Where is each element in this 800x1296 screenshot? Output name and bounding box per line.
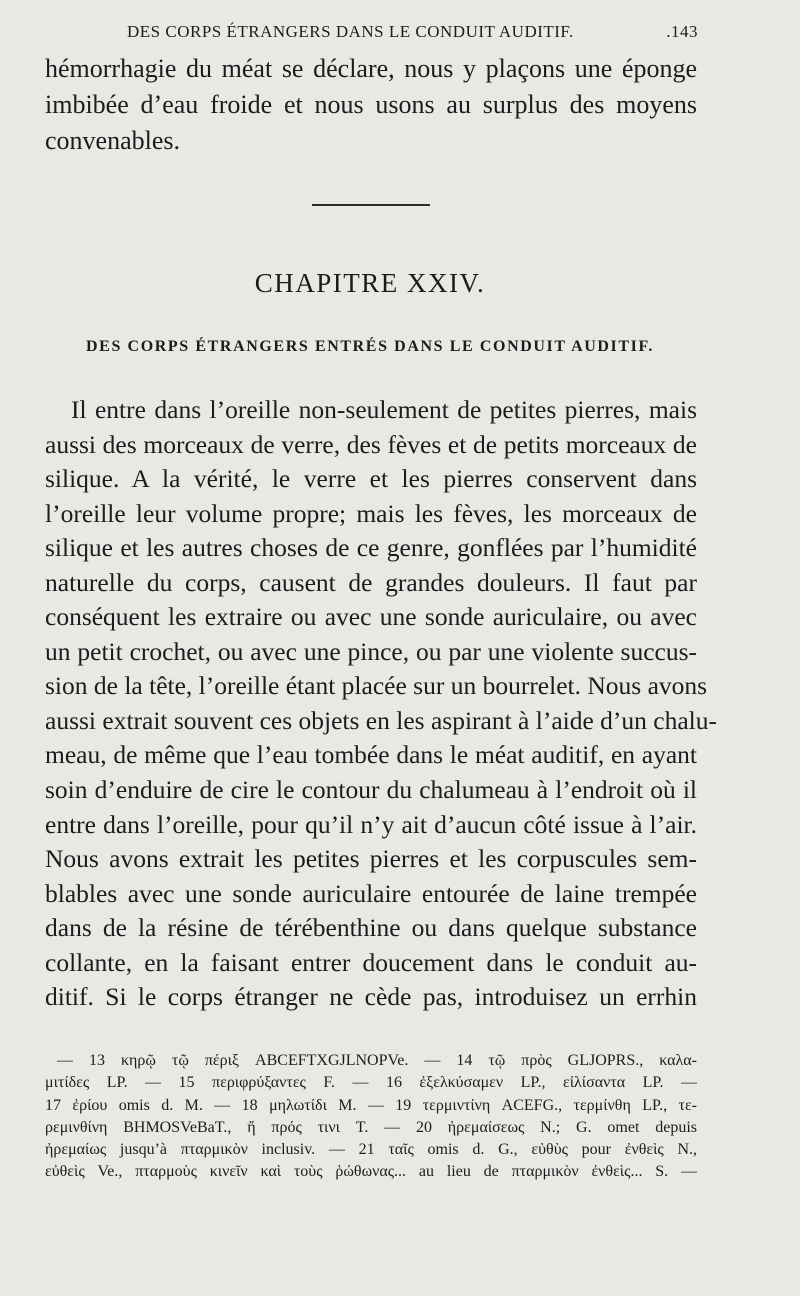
continued-paragraph: hémorrhagie du méat se déclare, nous y plaçons une éponge imbibée d’eau froide et nous usons au surplus des moyens convenables. xyxy=(45,54,697,155)
footnote-line: μιτίδες LP. — 15 περιφρύξαντες F. — 16 ἐξελκύσαμεν LP., εἰλίσαντα LP. — xyxy=(45,1074,697,1092)
body-line: collante, en la faisant entrer doucement dans le conduit au- xyxy=(45,947,697,977)
page-number: .143 xyxy=(666,22,698,41)
body-line: soin d’enduire de cire le contour du chalumeau à l’endroit où il xyxy=(45,775,697,805)
body-line: ditif. Si le corps étranger ne cède pas, introduisez un errhin xyxy=(45,982,697,1012)
body-line: blables avec une sonde auriculaire entourée de laine trempée xyxy=(45,878,697,908)
body-line: aussi extrait souvent ces objets en les aspirant à l’aide d’un chalu- xyxy=(45,705,717,735)
body-line: silique. A la vérité, le verre et les pierres conservent dans xyxy=(45,464,697,494)
body-line: un petit crochet, ou avec une pince, ou par une violente succus- xyxy=(45,636,697,666)
body-line: Nous avons extrait les petites pierres et les corpuscules sem- xyxy=(45,844,697,874)
body-line: l’oreille leur volume propre; mais les fèves, les morceaux de xyxy=(45,498,697,528)
section-divider-rule xyxy=(312,204,430,206)
footnote-line: — 13 κηρῷ τῷ πέριξ ABCEFTXGJLNOPVe. — 14 τῷ πρὸς GLJOPRS., καλα- xyxy=(57,1052,697,1069)
footnote-line: 17 ἐρίου omis d. M. — 18 μηλωτίδι M. — 19 τερμιντίνη ACEFG., τερμίνθη LP., τε- xyxy=(45,1096,697,1114)
footnote-line: ρεμινθίνη BHMOSVeBaT., ἤ πρός τινι T. — 20 ἠρεμαίσεως N.; G. omet depuis xyxy=(45,1118,697,1136)
body-line: entre dans l’oreille, pour qu’il n’y ait d’aucun côté issue à l’air. xyxy=(45,809,697,839)
running-title: DES CORPS ÉTRANGERS DANS LE CONDUIT AUDITIF. xyxy=(127,22,574,41)
chapter-body xyxy=(45,393,717,1015)
chapter-title: CHAPITRE XXIV. xyxy=(254,268,486,298)
chapter-subtitle: DES CORPS ÉTRANGERS ENTRÉS DANS LE CONDUIT AUDITIF. xyxy=(86,338,654,355)
body-line: silique et les autres choses de ce genre, gonflées par l’humidité xyxy=(45,533,697,563)
footnote-line: ἠρεμαίως jusqu’à πταρμικὸν inclusiv. — 21 ταῖς omis d. G., εὐθὺς pour ἐνθεὶς N., xyxy=(45,1141,697,1159)
footnote-line: εὐθεὶς Ve., πταρμοὺς κινεῖν καὶ τοὺς ῥώθωνας... au lieu de πταρμικὸν ἐνθεὶς... S. — xyxy=(45,1163,697,1181)
body-line: meau, de même que l’eau tombée dans le méat auditif, en ayant xyxy=(45,740,697,770)
body-line: sion de la tête, l’oreille étant placée sur un bourrelet. Nous avons xyxy=(45,671,708,701)
body-line: conséquent les extraire ou avec une sonde auriculaire, ou avec xyxy=(45,602,697,632)
footnotes xyxy=(45,1050,697,1184)
body-line: aussi des morceaux de verre, des fèves et de petits morceaux de xyxy=(45,429,697,459)
body-line: dans de la résine de térébenthine ou dans quelque substance xyxy=(45,913,697,943)
body-line: naturelle du corps, causent de grandes douleurs. Il faut par xyxy=(45,567,697,597)
body-line: Il entre dans l’oreille non-seulement de petites pierres, mais xyxy=(71,395,697,424)
running-head xyxy=(0,22,800,46)
